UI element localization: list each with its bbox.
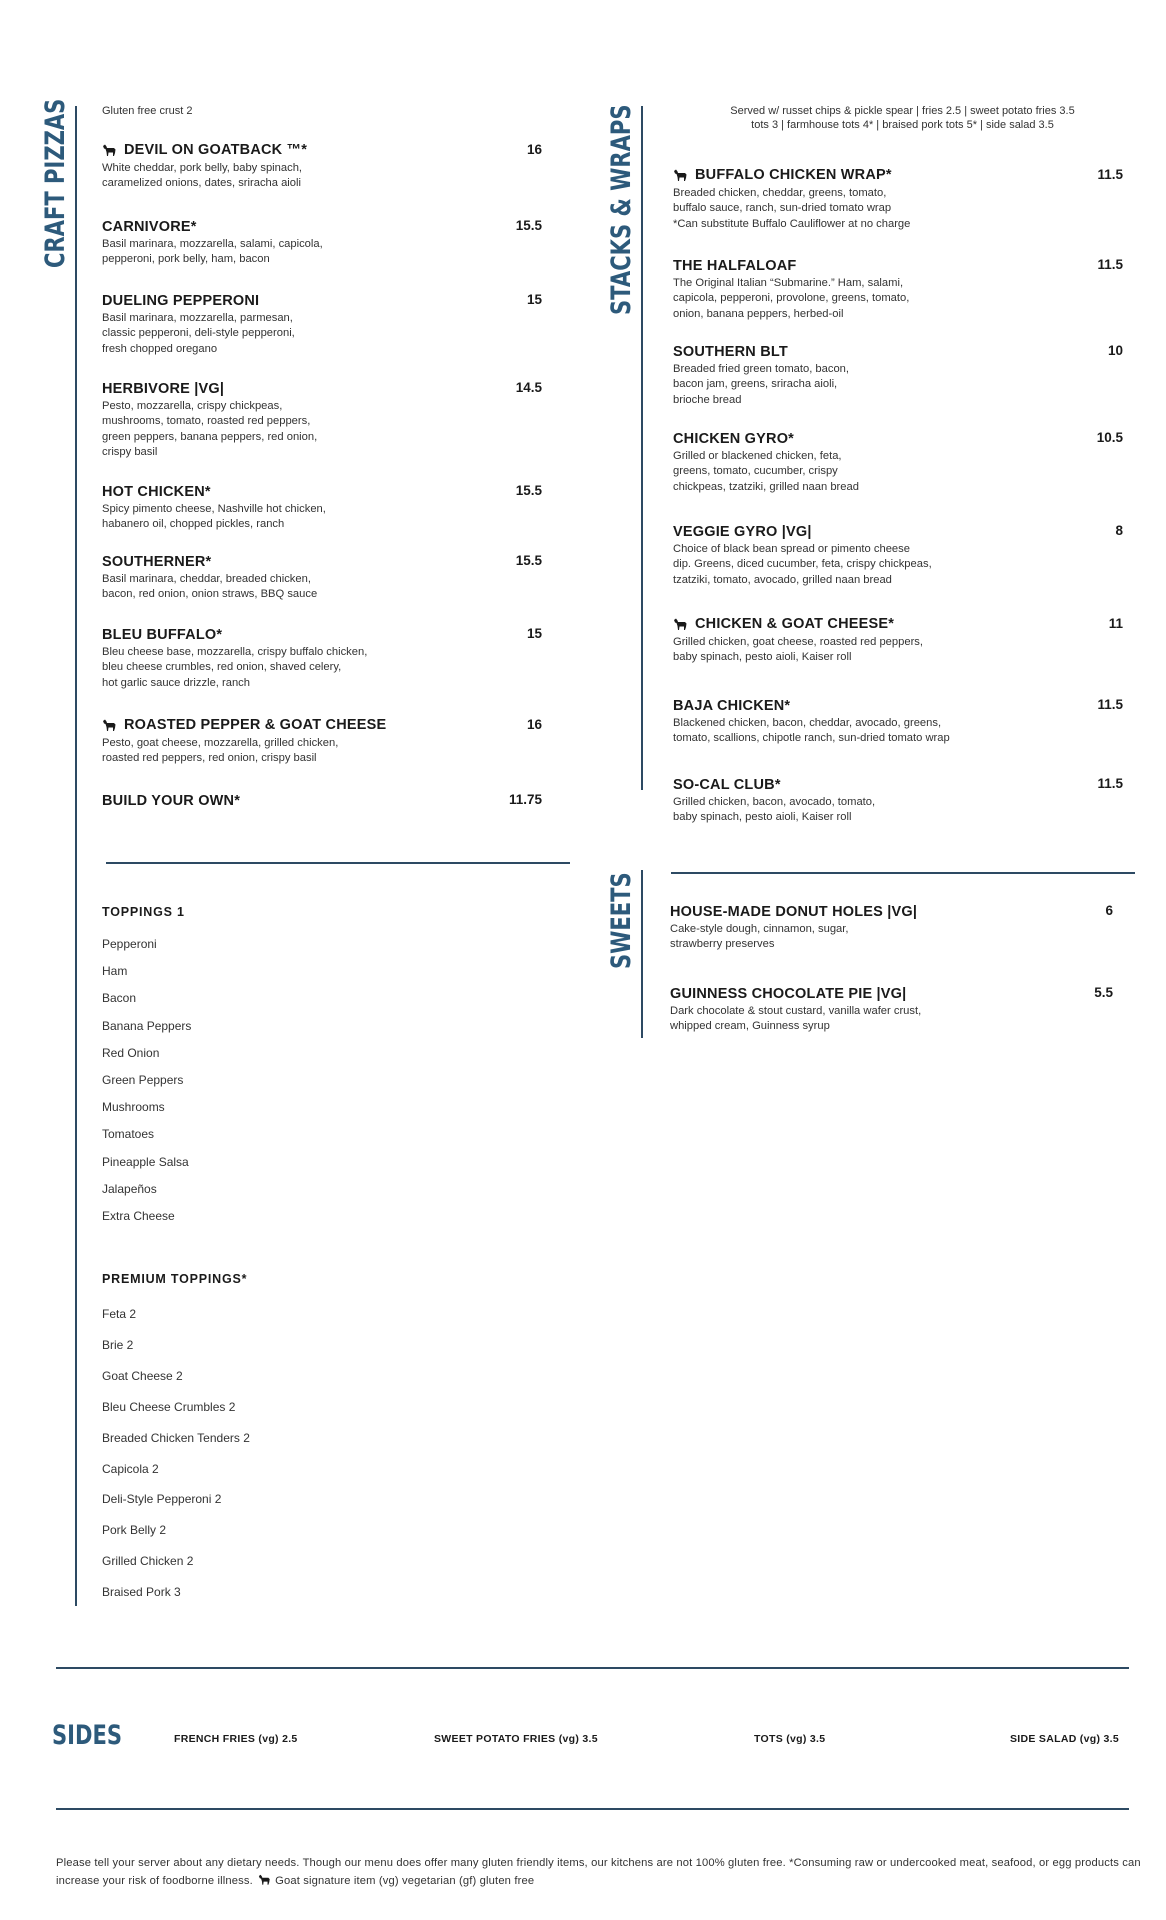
item-name xyxy=(102,293,259,309)
topping-braised-pork-3: Braised Pork 3 xyxy=(102,1585,181,1600)
item-description xyxy=(673,362,1123,408)
topping-bleu-cheese-crumbles-2: Bleu Cheese Crumbles 2 xyxy=(102,1399,236,1414)
description-line: Choice of black bean spread or pimento cheese xyxy=(673,543,910,555)
item-description xyxy=(670,1004,1113,1035)
goat-icon xyxy=(102,719,117,731)
item-name xyxy=(673,167,892,183)
description-line: crispy basil xyxy=(102,446,158,459)
menu-item-header xyxy=(673,616,1123,632)
item-name xyxy=(102,717,386,733)
goat-icon xyxy=(102,144,117,156)
menu-item-southern-blt xyxy=(673,343,1123,408)
topping-green-peppers: Green Peppers xyxy=(102,1073,184,1087)
item-price: 15.5 xyxy=(515,218,542,233)
topping-goat-cheese-2: Goat Cheese 2 xyxy=(102,1368,183,1383)
disclaimer-text: Please tell your server about any dietary needs. Though our menu does offer many gluten friendly items, our kitchens are not 100% gluten free. *Consuming raw or undercooked meat, seafood, or egg products can increase your risk of foodborne illness. xyxy=(56,1857,1141,1887)
item-name xyxy=(102,484,211,500)
topping-mushrooms: Mushrooms xyxy=(102,1100,165,1115)
menu-item-build-your-own xyxy=(102,792,542,808)
item-description xyxy=(102,736,542,767)
item-price: 11.75 xyxy=(508,792,542,807)
description-line: habanero oil, chopped pickles, ranch xyxy=(102,518,285,531)
legend-text: Goat signature item (vg) vegetarian (gf) gluten free xyxy=(275,1875,535,1887)
menu-item-header xyxy=(102,483,542,499)
item-price: 16 xyxy=(526,142,542,157)
description-line: green peppers, banana peppers, red onion, xyxy=(102,430,318,443)
pizzas-rule xyxy=(106,862,570,864)
item-name-text: CHICKEN GYRO* xyxy=(673,431,795,447)
goat-icon xyxy=(673,618,688,630)
item-name-text: SO-CAL CLUB* xyxy=(673,777,781,793)
description-line: Basil marinara, mozzarella, parmesan, xyxy=(102,312,293,324)
stacks-divider xyxy=(641,106,643,790)
description-line: Breaded fried green tomato, bacon, xyxy=(673,363,850,375)
item-description xyxy=(673,542,1123,588)
stacks-note-line-2: tots 3 | farmhouse tots 4* | braised pork tots 5* | side salad 3.5 xyxy=(751,119,1054,131)
sweets-title: SWEETS xyxy=(606,872,637,969)
item-description xyxy=(673,449,1123,495)
menu-item-hot-chicken xyxy=(102,483,542,533)
sides-top-rule xyxy=(56,1667,1129,1669)
item-price: 11.5 xyxy=(1097,697,1123,712)
description-line: bacon jam, greens, sriracha aioli, xyxy=(673,378,838,391)
topping-pork-belly-2: Pork Belly 2 xyxy=(102,1523,167,1538)
item-price: 11 xyxy=(1108,616,1123,631)
item-name-text: DEVIL ON GOATBACK ™* xyxy=(124,142,308,158)
menu-item-header xyxy=(102,218,542,234)
menu-item-header xyxy=(673,167,1123,183)
item-name-text: HOUSE-MADE DONUT HOLES |VG| xyxy=(670,904,918,920)
menu-item-chicken-gyro xyxy=(673,430,1123,495)
item-description xyxy=(673,186,1123,232)
menu-item-southerner xyxy=(102,553,542,603)
topping-brie-2: Brie 2 xyxy=(102,1337,134,1352)
stacks-note-line-1: Served w/ russet chips & pickle spear | fries 2.5 | sweet potato fries 3.5 xyxy=(730,105,1075,117)
description-line: Pesto, goat cheese, mozzarella, grilled chicken, xyxy=(102,737,339,749)
menu-item-header xyxy=(670,985,1113,1001)
topping-capicola-2: Capicola 2 xyxy=(102,1461,159,1476)
item-name xyxy=(673,344,788,360)
stacks-served-note xyxy=(670,104,1135,132)
topping-tomatoes: Tomatoes xyxy=(102,1127,155,1142)
description-line: whipped cream, Guinness syrup xyxy=(670,1020,830,1033)
description-line: Basil marinara, mozzarella, salami, capicola, xyxy=(102,238,323,250)
item-name-text: ROASTED PEPPER & GOAT CHEESE xyxy=(124,717,387,733)
item-name xyxy=(102,793,240,809)
item-price: 11.5 xyxy=(1097,167,1123,182)
item-price: 15.5 xyxy=(515,483,542,498)
menu-item-roasted-pepper-goat-cheese xyxy=(102,717,542,767)
description-line: Bleu cheese base, mozzarella, crispy buffalo chicken, xyxy=(102,646,368,658)
item-price: 16 xyxy=(526,717,542,732)
menu-item-header xyxy=(102,626,542,642)
description-line: baby spinach, pesto aioli, Kaiser roll xyxy=(673,811,852,824)
menu-item-buffalo-chicken-wrap xyxy=(673,167,1123,232)
item-price: 6 xyxy=(1105,903,1113,918)
item-description xyxy=(102,399,542,461)
item-name-text: SOUTHERNER* xyxy=(102,554,212,570)
item-name-text: CARNIVORE* xyxy=(102,219,197,235)
menu-item-baja-chicken xyxy=(673,697,1123,747)
topping-bacon: Bacon xyxy=(102,991,137,1006)
topping-banana-peppers: Banana Peppers xyxy=(102,1018,192,1033)
item-description xyxy=(102,645,542,691)
item-description xyxy=(102,161,542,192)
item-name xyxy=(102,142,307,158)
description-line: bleu cheese crumbles, red onion, shaved celery, xyxy=(102,661,342,674)
item-name-text: HERBIVORE |VG| xyxy=(102,381,225,397)
menu-item-the-halfaloaf xyxy=(673,257,1123,322)
premium-toppings-title: PREMIUM TOPPINGS* xyxy=(102,1272,248,1286)
description-line: The Original Italian “Submarine.” Ham, salami, xyxy=(673,277,904,289)
description-line: tzatziki, tomato, avocado, grilled naan bread xyxy=(673,573,892,586)
item-name xyxy=(670,986,906,1002)
item-name xyxy=(102,381,224,397)
description-line: mushrooms, tomato, roasted red peppers, xyxy=(102,415,311,428)
item-name xyxy=(102,627,222,643)
description-line: bacon, red onion, onion straws, BBQ sauce xyxy=(102,588,318,601)
topping-red-onion: Red Onion xyxy=(102,1045,160,1060)
side-sweet-potato-fries: SWEET POTATO FRIES (vg) 3.5 xyxy=(434,1733,598,1745)
sides-title: SIDES xyxy=(52,1720,123,1751)
item-name xyxy=(673,616,894,632)
description-line: Grilled chicken, bacon, avocado, tomato, xyxy=(673,796,876,808)
item-name-text: BAJA CHICKEN* xyxy=(673,698,791,714)
item-price: 5.5 xyxy=(1094,985,1113,1000)
description-line: tomato, scallions, chipotle ranch, sun-dried tomato wrap xyxy=(673,732,950,745)
item-name xyxy=(670,904,917,920)
stacks-rule xyxy=(671,872,1135,874)
topping-pepperoni: Pepperoni xyxy=(102,937,157,951)
item-name-text: CHICKEN & GOAT CHEESE* xyxy=(695,616,895,632)
side-salad: SIDE SALAD (vg) 3.5 xyxy=(1010,1733,1119,1745)
description-line: White cheddar, pork belly, baby spinach, xyxy=(102,162,303,174)
stacks-wraps-title: STACKS & WRAPS xyxy=(606,104,637,315)
description-line: Grilled or blackened chicken, feta, xyxy=(673,450,842,462)
description-line: greens, tomato, cucumber, crispy xyxy=(673,465,838,478)
item-price: 15.5 xyxy=(515,553,542,568)
item-name-text: BLEU BUFFALO* xyxy=(102,627,223,643)
description-line: caramelized onions, dates, sriracha aioli xyxy=(102,177,301,190)
item-description xyxy=(673,716,1123,747)
menu-item-header xyxy=(673,430,1123,446)
menu-item-header xyxy=(673,257,1123,273)
description-line: chickpeas, tzatziki, grilled naan bread xyxy=(673,480,859,493)
description-line: fresh chopped oregano xyxy=(102,342,218,355)
description-line: buffalo sauce, ranch, sun-dried tomato wrap xyxy=(673,202,892,215)
item-price: 8 xyxy=(1115,523,1123,538)
item-name xyxy=(673,524,812,540)
item-name-text: HOT CHICKEN* xyxy=(102,484,211,500)
topping-extra-cheese: Extra Cheese xyxy=(102,1209,175,1223)
description-line: baby spinach, pesto aioli, Kaiser roll xyxy=(673,651,852,664)
description-line: Breaded chicken, cheddar, greens, tomato, xyxy=(673,187,887,199)
topping-pineapple-salsa: Pineapple Salsa xyxy=(102,1154,189,1169)
item-name-text: BUILD YOUR OWN* xyxy=(102,793,241,809)
description-line: Cake-style dough, cinnamon, sugar, xyxy=(670,923,849,935)
menu-item-devil-on-goatback xyxy=(102,142,542,192)
menu-item-header xyxy=(102,792,542,808)
sides-bottom-rule xyxy=(56,1808,1129,1810)
item-description xyxy=(102,237,542,268)
topping-feta-2: Feta 2 xyxy=(102,1307,137,1321)
item-name-text: SOUTHERN BLT xyxy=(673,344,788,360)
item-price: 15 xyxy=(526,292,542,307)
menu-item-header xyxy=(102,142,542,158)
menu-item-house-made-donut-holes-vg xyxy=(670,903,1113,953)
craft-pizzas-title: CRAFT PIZZAS xyxy=(40,98,71,268)
item-name xyxy=(673,777,781,793)
menu-item-header xyxy=(102,292,542,308)
description-line: Spicy pimento cheese, Nashville hot chicken, xyxy=(102,503,326,515)
menu-item-header xyxy=(670,903,1113,919)
item-description xyxy=(673,795,1123,826)
dietary-disclaimer xyxy=(56,1854,1146,1890)
description-line: dip. Greens, diced cucumber, feta, crispy chickpeas, xyxy=(673,558,932,571)
item-name-text: DUELING PEPPERONI xyxy=(102,293,260,309)
menu-item-chicken-goat-cheese xyxy=(673,616,1123,666)
item-name-text: VEGGIE GYRO |VG| xyxy=(673,524,812,540)
description-line: classic pepperoni, deli-style pepperoni, xyxy=(102,327,295,340)
item-description xyxy=(673,276,1123,322)
description-line: hot garlic sauce drizzle, ranch xyxy=(102,676,250,689)
item-description xyxy=(102,502,542,533)
item-description xyxy=(673,635,1123,666)
topping-breaded-chicken-tenders-2: Breaded Chicken Tenders 2 xyxy=(102,1430,250,1445)
item-price: 15 xyxy=(526,626,542,641)
menu-item-header xyxy=(673,523,1123,539)
description-line: roasted red peppers, red onion, crispy basil xyxy=(102,752,317,765)
menu-item-dueling-pepperoni xyxy=(102,292,542,357)
topping-grilled-chicken-2: Grilled Chicken 2 xyxy=(102,1554,194,1569)
description-line: Dark chocolate & stout custard, vanilla wafer crust, xyxy=(670,1005,922,1017)
menu-item-header xyxy=(102,380,542,396)
item-name-text: GUINNESS CHOCOLATE PIE |VG| xyxy=(670,986,907,1002)
menu-item-carnivore xyxy=(102,218,542,268)
item-description xyxy=(102,311,542,357)
item-name xyxy=(673,431,794,447)
description-line: Pesto, mozzarella, crispy chickpeas, xyxy=(102,400,283,412)
item-price: 14.5 xyxy=(515,380,542,395)
menu-item-header xyxy=(673,343,1123,359)
description-line: onion, banana peppers, herbed-oil xyxy=(673,307,844,320)
item-name xyxy=(673,258,796,274)
side-tots: TOTS (vg) 3.5 xyxy=(754,1733,826,1745)
menu-item-header xyxy=(102,553,542,569)
menu-item-bleu-buffalo xyxy=(102,626,542,691)
goat-icon xyxy=(258,1874,271,1885)
menu-item-header xyxy=(102,717,542,733)
pizzas-divider xyxy=(75,106,77,1606)
topping-ham: Ham xyxy=(102,964,128,979)
description-line: Basil marinara, cheddar, breaded chicken, xyxy=(102,573,311,585)
description-line: capicola, pepperoni, provolone, greens, tomato, xyxy=(673,292,910,305)
menu-item-header xyxy=(673,697,1123,713)
menu-item-veggie-gyro-vg xyxy=(673,523,1123,588)
goat-icon xyxy=(673,169,688,181)
item-price: 11.5 xyxy=(1097,776,1123,791)
description-line: strawberry preserves xyxy=(670,938,775,951)
item-price: 11.5 xyxy=(1097,257,1123,272)
menu-item-herbivore-vg xyxy=(102,380,542,461)
menu-item-guinness-chocolate-pie-vg xyxy=(670,985,1113,1035)
item-price: 10 xyxy=(1107,343,1123,358)
item-name xyxy=(102,554,211,570)
description-line: Blackened chicken, bacon, cheddar, avocado, greens, xyxy=(673,717,942,729)
menu-item-so-cal-club xyxy=(673,776,1123,826)
menu-item-header xyxy=(673,776,1123,792)
description-line: *Can substitute Buffalo Cauliflower at no charge xyxy=(673,217,911,230)
item-name xyxy=(673,698,790,714)
item-description xyxy=(670,922,1113,953)
item-name-text: BUFFALO CHICKEN WRAP* xyxy=(695,167,892,183)
toppings-title: TOPPINGS 1 xyxy=(102,905,185,919)
topping-deli-style-pepperoni-2: Deli-Style Pepperoni 2 xyxy=(102,1492,222,1507)
topping-jalape-os: Jalapeños xyxy=(102,1181,157,1196)
description-line: brioche bread xyxy=(673,393,742,406)
item-price: 10.5 xyxy=(1096,430,1123,445)
side-french-fries: FRENCH FRIES (vg) 2.5 xyxy=(174,1733,298,1745)
description-line: Grilled chicken, goat cheese, roasted red peppers, xyxy=(673,636,923,648)
item-description xyxy=(102,572,542,603)
description-line: pepperoni, pork belly, ham, bacon xyxy=(102,253,270,266)
sweets-divider xyxy=(641,870,643,1038)
gluten-free-note: Gluten free crust 2 xyxy=(102,105,193,117)
item-name-text: THE HALFALOAF xyxy=(673,258,797,274)
item-name xyxy=(102,219,197,235)
